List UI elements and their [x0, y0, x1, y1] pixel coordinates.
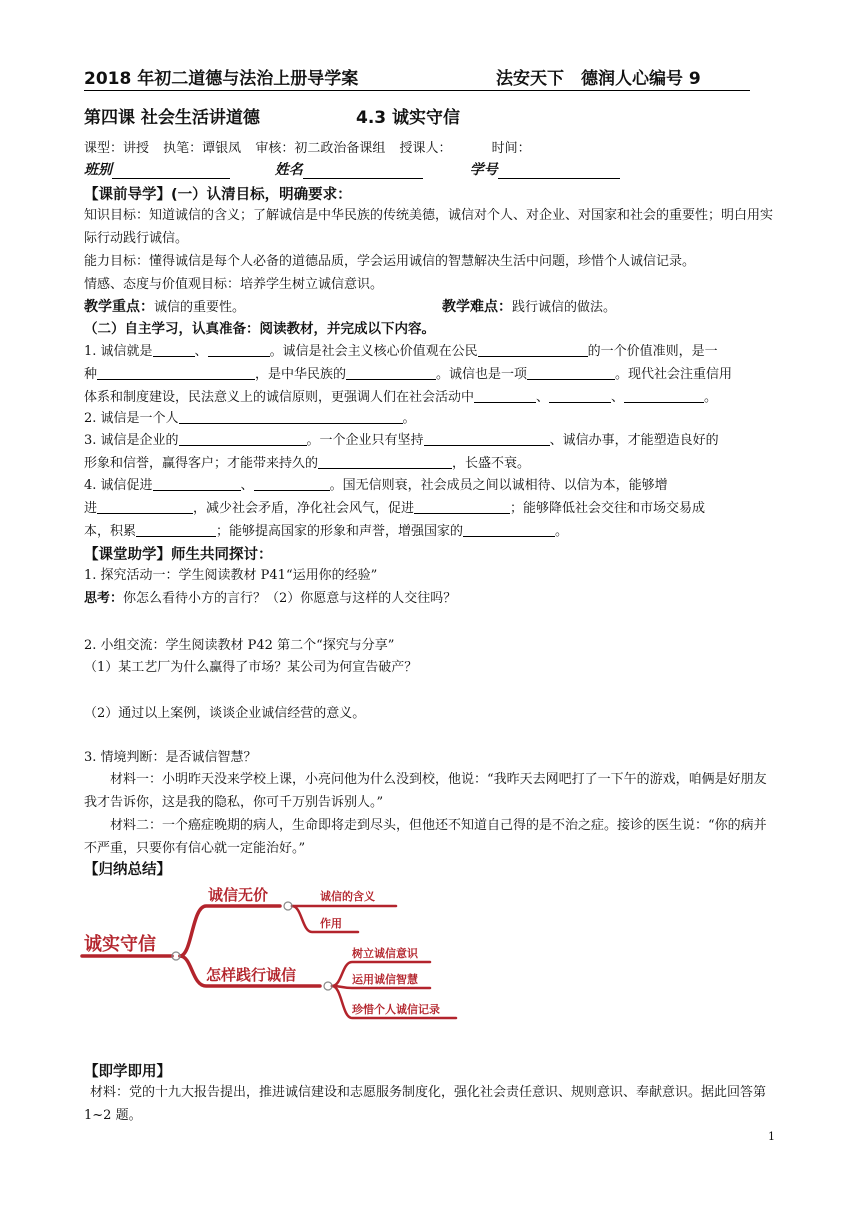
topic-name: 4.3 诚实守信: [356, 108, 461, 128]
activity-2-q1: （1）某工艺厂为什么赢得了市场？某公司为何宣告破产？: [84, 660, 418, 675]
number-label: 学号: [469, 162, 498, 178]
blank[interactable]: [153, 341, 195, 357]
meta-teacher: 授课人：: [399, 141, 452, 156]
key-label: 教学重点：: [84, 299, 154, 315]
q4-text: 本，积累: [84, 524, 137, 539]
q4-text: 。: [555, 524, 569, 539]
material-2: 材料二：一个癌症晚期的病人，生命即将走到尽头，但他还不知道自己得的是不治之症。接诊的医生说：“你的病并不严重，只要你有信心就一定能治好。”: [84, 818, 767, 856]
material-1: 材料一：小明昨天没来学校上课，小亮问他为什么没到校，他说：“我昨天去网吧打了一下午的游戏，咱俩是好朋友我才告诉你，这是我的隐私，你可千万别告诉别人。”: [84, 772, 767, 810]
mind-leaf: 珍惜个人诚信记录: [352, 1003, 440, 1016]
blank[interactable]: [97, 364, 255, 380]
q1-text: 、: [194, 344, 208, 359]
q3-text: 、诚信办事，才能塑造良好的: [549, 433, 719, 448]
activity-2: 2. 小组交流：学生阅读教材 P42 第二个“探究与分享”: [84, 638, 395, 653]
q3-text: ，长盛不衰。: [452, 456, 531, 471]
q1-text: ，是中华民族的: [255, 367, 347, 382]
q4-text: 、: [240, 478, 254, 493]
blank[interactable]: [318, 453, 452, 469]
blank[interactable]: [179, 430, 307, 446]
emotion-goal: 情感、态度与价值观目标：培养学生树立诚信意识。: [84, 277, 384, 292]
q4-text: 进: [84, 501, 98, 516]
class-label: 班别: [84, 162, 112, 178]
q1-text: 。现代社会注重信用: [615, 367, 733, 382]
blank[interactable]: [478, 341, 588, 357]
blank[interactable]: [424, 430, 550, 446]
blank[interactable]: [136, 521, 216, 537]
mind-leaf: 树立诚信意识: [352, 947, 418, 960]
meta-time: 时间：: [491, 141, 531, 156]
key-difficult-row: [84, 296, 774, 319]
blank[interactable]: [153, 475, 241, 491]
mind-branch-line: [180, 906, 280, 956]
q3-text: 。一个企业只有坚持: [306, 433, 424, 448]
q1-text: 种: [84, 367, 98, 382]
mind-map: [80, 880, 480, 1040]
apply-heading: 【即学即用】: [84, 1064, 171, 1080]
meta-type: 课型：讲授: [84, 141, 150, 156]
blank[interactable]: [624, 387, 704, 403]
q3-text: 3. 诚信是企业的: [84, 433, 179, 448]
q4-text: 4. 诚信促进: [84, 478, 153, 493]
blank[interactable]: [346, 364, 436, 380]
q4-text: 。国无信则衰，社会成员之间以诚相待、以信为本，能够增: [329, 478, 668, 493]
q1-text: 、: [611, 390, 625, 405]
q4-text: ，减少社会矛盾，净化社会风气，促进: [193, 501, 415, 516]
blank[interactable]: [463, 521, 555, 537]
meta-author: 执笔：谭银凤: [163, 141, 242, 156]
name-field[interactable]: [303, 162, 423, 179]
difficulty-point: 践行诚信的做法。: [512, 300, 617, 315]
header-left: 2018 年初二道德与法治上册导学案: [84, 69, 359, 89]
activity-1: 1. 探究活动一：学生阅读教材 P41“运用你的经验”: [84, 568, 378, 583]
think-text: 你怎么看待小方的言行？（2）你愿意与这样的人交往吗？: [123, 591, 457, 606]
q1-text: 1. 诚信就是: [84, 344, 153, 359]
q1-text: 。诚信是社会主义核心价值观在公民: [269, 344, 478, 359]
summary-heading: 【归纳总结】: [84, 862, 171, 878]
mind-root: 诚实守信: [84, 934, 156, 955]
mind-branch-1: 诚信无价: [208, 886, 269, 904]
activity-3: 3. 情境判断：是否诚信智慧？: [84, 750, 257, 765]
header-right: 法安天下 德润人心编号 9: [496, 69, 701, 89]
think-label: 思考：: [84, 591, 124, 606]
q1-text: 体系和制度建设，民法意义上的诚信原则，更强调人们在社会活动中: [84, 390, 475, 405]
blank[interactable]: [527, 364, 615, 380]
knowledge-goal: 知识目标：知道诚信的含义；了解诚信是中华民族的传统美德，诚信对个人、对企业、对国家和社会的重要性；明白用实际行动践行诚信。: [84, 208, 774, 246]
difficulty-label: 教学难点：: [442, 299, 512, 315]
number-field[interactable]: [498, 162, 620, 179]
q1-text: 。诚信也是一项: [436, 367, 528, 382]
key-point: 诚信的重要性。: [154, 300, 246, 315]
meta-row: [84, 137, 541, 156]
mind-branch-2: 怎样践行诚信: [206, 966, 297, 984]
blank[interactable]: [179, 408, 403, 424]
mind-leaf: 作用: [320, 917, 342, 930]
q1-text: 、: [536, 390, 550, 405]
classroom-heading: 【课堂助学】师生共同探讨：: [84, 547, 273, 563]
self-study-heading: （二）自主学习，认真准备：阅读教材，并完成以下内容。: [84, 321, 435, 337]
think-row: [84, 587, 774, 610]
lesson-title: [84, 103, 461, 128]
blank[interactable]: [208, 341, 270, 357]
activity-2-q2: （2）通过以上案例，谈谈企业诚信经营的意义。: [84, 706, 366, 721]
q2-text: 。: [402, 411, 416, 426]
class-field[interactable]: [112, 162, 230, 179]
page-header: [84, 62, 750, 91]
ability-goal: 能力目标：懂得诚信是每个人必备的道德品质，学会运用诚信的智慧解决生活中问题，珍惜个人诚信记录。: [84, 254, 696, 269]
question-3: [84, 429, 774, 475]
q4-text: ；能够降低社会交往和市场交易成: [510, 501, 706, 516]
apply-material: 材料：党的十九大报告提出，推进诚信建设和志愿服务制度化，强化社会责任意识、规则意识、奉献意识。据此回答第 1~2 题。: [84, 1085, 767, 1123]
student-info-row: [84, 159, 620, 179]
blank[interactable]: [474, 387, 536, 403]
blank[interactable]: [97, 498, 193, 514]
name-label: 姓名: [274, 162, 303, 178]
q4-text: ；能够提高国家的形象和声誉，增强国家的: [216, 524, 464, 539]
question-2: [84, 407, 774, 430]
mind-leaf: 运用诚信智慧: [352, 973, 418, 986]
mind-leaf: 诚信的含义: [320, 890, 375, 903]
question-1: [84, 340, 774, 409]
q2-text: 2. 诚信是一个人: [84, 411, 179, 426]
q1-text: 的一个价值准则，是一: [587, 344, 718, 359]
q1-text: 。: [704, 390, 718, 405]
blank[interactable]: [414, 498, 510, 514]
page-number: 1: [768, 1130, 775, 1143]
blank[interactable]: [254, 475, 330, 491]
lesson-name: 第四课 社会生活讲道德: [84, 108, 260, 128]
meta-review: 审核：初二政治备课组: [255, 141, 386, 156]
blank[interactable]: [549, 387, 611, 403]
pre-study-heading: 【课前导学】(一）认清目标，明确要求：: [84, 187, 352, 203]
mind-leaf-line: [332, 986, 430, 988]
question-4: [84, 474, 774, 543]
q3-text: 形象和信誉，赢得客户；才能带来持久的: [84, 456, 319, 471]
